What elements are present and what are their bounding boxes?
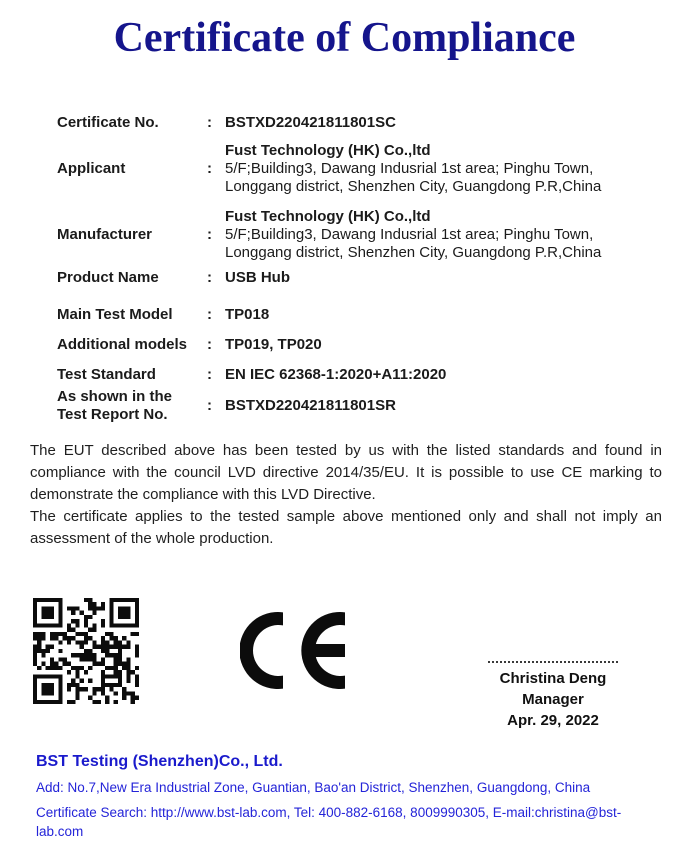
colon-separator: : [207,269,212,286]
signatory-title: Manager [522,691,584,708]
field-label: Manufacturer [57,226,153,243]
field-label-line1: As shown in the [57,388,173,405]
lab-company-name: BST Testing (Shenzhen)Co., Ltd. [36,753,283,770]
field-row-manufacturer [57,208,645,262]
field-value: USB Hub [225,269,290,286]
field-row-product-name [57,269,645,287]
lab-contact: Certificate Search: http://www.bst-lab.com, Tel: 400-882-6168, 8009990305, E-mail:christina@bst-lab.com [36,805,622,839]
field-row-additional-models [57,336,645,354]
manufacturer-address-line2: Longgang district, Shenzhen City, Guangdong P.R,China [225,244,602,261]
field-value: TP018 [225,306,270,323]
colon-separator: : [207,160,212,177]
field-row-certificate-no [57,114,645,132]
manufacturer-company: Fust Technology (HK) Co.,ltd [225,208,431,225]
field-value: TP019, TP020 [225,336,322,353]
field-value: EN IEC 62368-1:2020+A11:2020 [225,366,447,383]
field-label: Certificate No. [57,114,159,131]
field-label: Product Name [57,269,159,286]
field-row-test-standard [57,366,645,384]
field-value [225,142,645,196]
field-label: Main Test Model [57,306,173,323]
field-value: BSTXD220421811801SC [225,114,396,131]
colon-separator: : [207,366,212,383]
field-row-main-test-model [57,306,645,324]
field-label: Applicant [57,160,126,177]
field-value [225,208,645,262]
field-row-applicant [57,142,645,196]
field-value: BSTXD220421811801SR [225,397,396,414]
colon-separator: : [207,306,212,323]
signatory-name: Christina Deng [499,670,607,687]
field-label: Test Standard [57,366,156,383]
field-label-line2: Test Report No. [57,406,168,423]
footer [36,752,666,841]
signature-dotted-line [488,652,618,663]
signature-date: Apr. 29, 2022 [507,712,599,729]
signature-block [468,652,638,731]
colon-separator: : [207,114,212,131]
field-row-test-report-no [57,388,645,424]
statement-paragraph-1: The EUT described above has been tested by us with the listed standards and found in compliance with the council LVD directive 2014/35/EU. It is possible to use CE marking to demonstrate the compliance with this LVD Directive. [30,442,662,503]
statement-paragraph-2: The certificate applies to the tested sample above mentioned only and shall not imply an assessment of the whole production. [30,508,662,547]
colon-separator: : [207,226,212,243]
field-label: Additional models [57,336,188,353]
field-label [57,388,207,424]
page-title: Certificate of Compliance [113,15,576,61]
applicant-address-line1: 5/F;Building3, Dawang Indusrial 1st area; Pinghu Town, [225,160,594,177]
manufacturer-address-line1: 5/F;Building3, Dawang Indusrial 1st area; Pinghu Town, [225,226,594,243]
qr-code-icon [33,598,139,704]
colon-separator: : [207,336,212,353]
statement-text [30,440,662,550]
lab-address: Add: No.7,New Era Industrial Zone, Guantian, Bao'an District, Shenzhen, Guangdong, China [36,780,591,795]
colon-separator: : [207,397,212,414]
ce-mark-icon [240,612,345,689]
applicant-company: Fust Technology (HK) Co.,ltd [225,142,431,159]
applicant-address-line2: Longgang district, Shenzhen City, Guangdong P.R,China [225,178,602,195]
